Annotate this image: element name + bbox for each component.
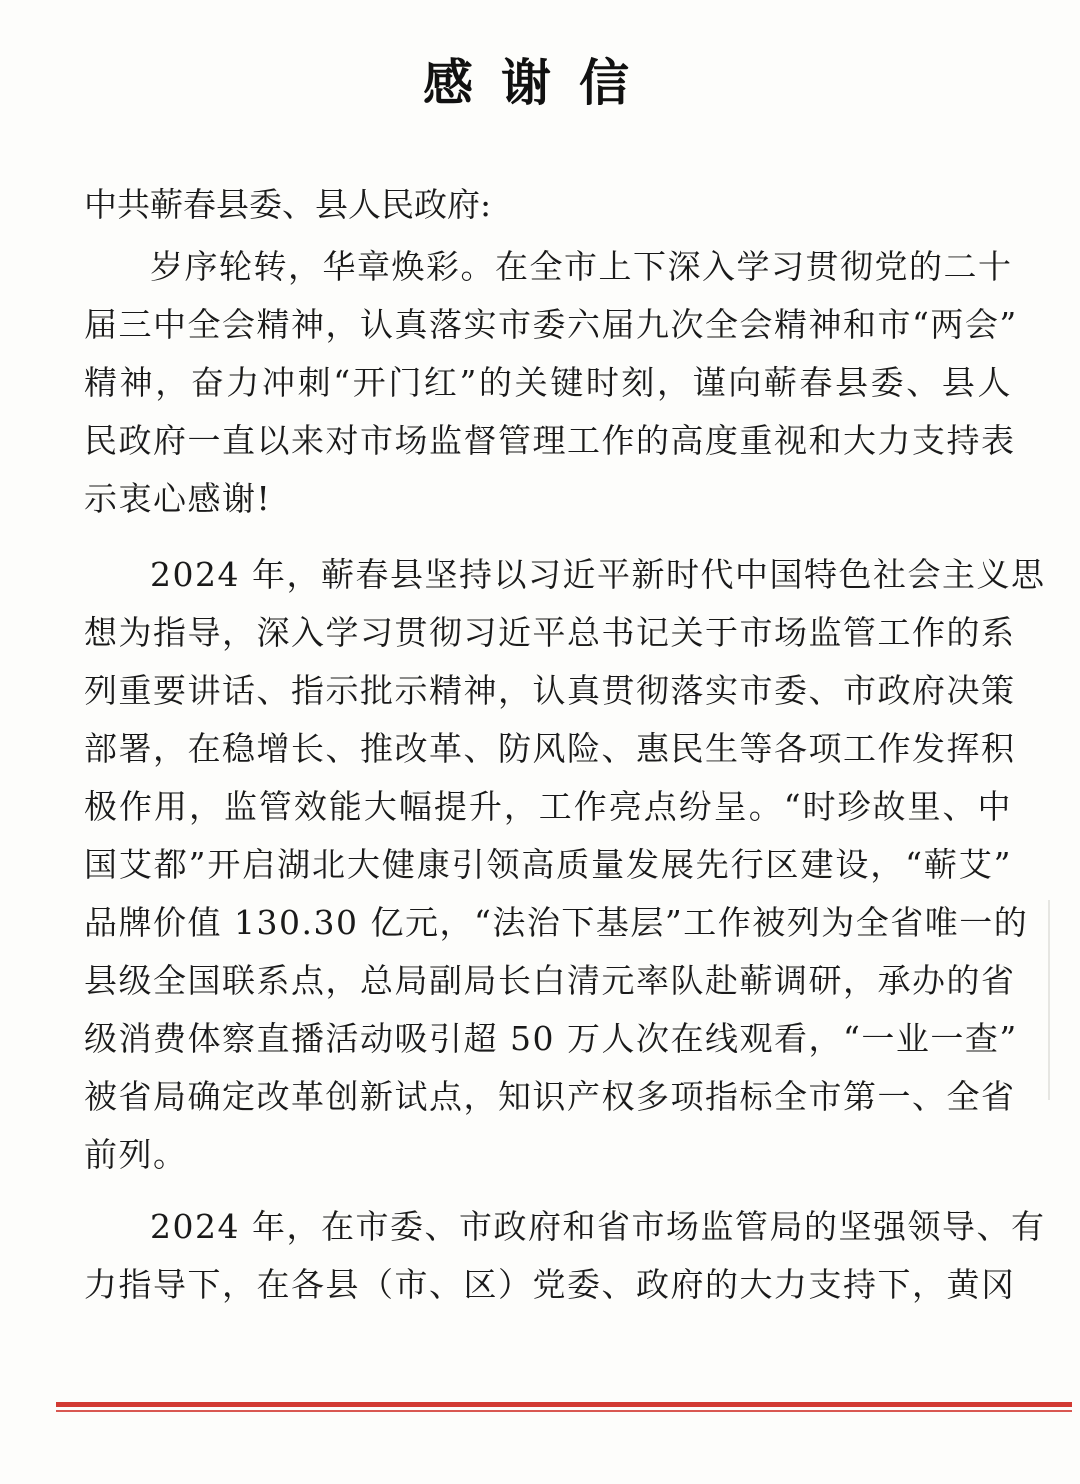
paragraph-line: 届三中全会精神，认真落实市委六届九次全会精神和市“两会” — [84, 305, 1018, 344]
paragraph-line: 国艾都”开启湖北大健康引领高质量发展先行区建设，“蕲艾” — [84, 845, 1012, 884]
paragraph-2 — [84, 546, 1046, 1184]
letter-title: 感谢信 — [423, 54, 657, 112]
paragraph-line: 列重要讲话、指示批示精神，认真贯彻落实市委、市政府决策 — [84, 671, 1016, 710]
paragraph-1 — [84, 238, 1018, 528]
paragraph-3 — [84, 1198, 1046, 1314]
paragraph-line: 前列。 — [84, 1135, 188, 1174]
paragraph-line: 示衷心感谢! — [84, 479, 272, 518]
footer-red-rule-thin — [56, 1410, 1072, 1412]
footer-red-rule — [56, 1402, 1072, 1407]
paragraph-line: 被省局确定改革创新试点，知识产权多项指标全市第一、全省 — [84, 1077, 1016, 1116]
paragraph-line: 品牌价值 130.30 亿元，“法治下基层”工作被列为全省唯一的 — [84, 903, 1029, 942]
paragraph-line: 2024 年，在市委、市政府和省市场监管局的坚强领导、有 — [150, 1207, 1046, 1246]
paragraph-line: 岁序轮转，华章焕彩。在全市上下深入学习贯彻党的二十 — [150, 247, 1013, 286]
scan-artifact — [1048, 900, 1050, 1100]
letter-salutation: 中共蕲春县委、县人民政府: — [84, 185, 492, 224]
paragraph-line: 想为指导，深入学习贯彻习近平总书记关于市场监管工作的系 — [84, 613, 1016, 652]
paragraph-line: 力指导下，在各县（市、区）党委、政府的大力支持下，黄冈 — [84, 1265, 1016, 1304]
paragraph-line: 部署，在稳增长、推改革、防风险、惠民生等各项工作发挥积 — [84, 729, 1016, 768]
paragraph-line: 县级全国联系点，总局副局长白清元率队赴蕲调研，承办的省 — [84, 961, 1016, 1000]
paragraph-line: 极作用，监管效能大幅提升，工作亮点纷呈。“时珍故里、中 — [84, 787, 1012, 826]
paragraph-line: 2024 年，蕲春县坚持以习近平新时代中国特色社会主义思 — [150, 555, 1046, 594]
paragraph-line: 精神，奋力冲刺“开门红”的关键时刻，谨向蕲春县委、县人 — [84, 363, 1012, 402]
paragraph-line: 民政府一直以来对市场监督管理工作的高度重视和大力支持表 — [84, 421, 1016, 460]
paragraph-line: 级消费体察直播活动吸引超 50 万人次在线观看，“一业一查” — [84, 1019, 1018, 1058]
